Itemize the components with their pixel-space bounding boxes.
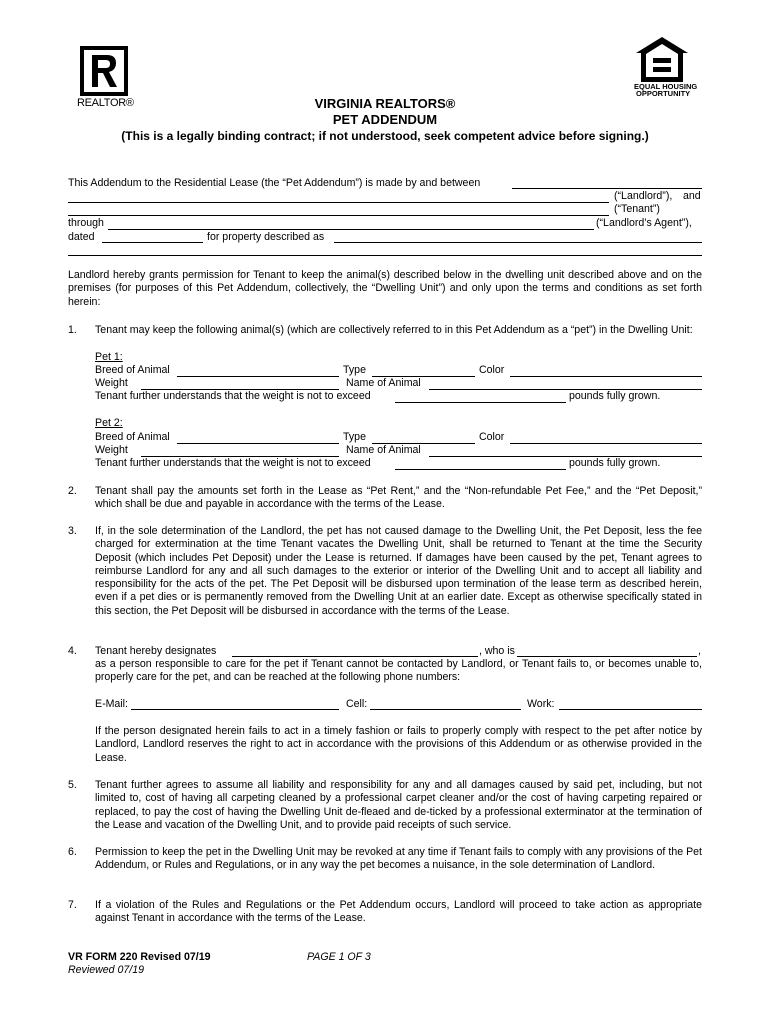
equal-housing-house-icon: [634, 35, 690, 85]
reviewed-date: Reviewed 07/19: [68, 964, 144, 976]
section-3-text: If, in the sole determination of the Landlord, the pet has not caused damage to the Dwelling Unit, the Pet Deposit, less the fee charged for extermination at the time Tenant vacates the Dwelling Unit, shall be returned to Tenant at the time the Security Deposit (which includes Pet Deposit) under the Lease is returned. If damages have been caused by the pet, Tenant agrees to reimburse Landlord for any and all such damages to the exterior or interior of the Dwelling Unit and to accept all liability and responsibility for the acts of the pet. The Pet Deposit will be disbursed upon termination of the lease term as described herein, even if a pet dies or is permanently removed from the Dwelling Unit at an earlier date. Except as otherwise specifically stated in this section, the Pet Deposit will be disbursed in accordance with the terms of the Lease.: [95, 525, 702, 617]
landlord-agent-field[interactable]: [108, 229, 594, 230]
date-field[interactable]: [102, 242, 203, 243]
intro-text: This Addendum to the Residential Lease (the “Pet Addendum”) is made by and between: [68, 177, 481, 189]
section-5-number: 5.: [68, 779, 77, 791]
section-2-number: 2.: [68, 485, 77, 497]
section-2-text: Tenant shall pay the amounts set forth in the Lease as “Pet Rent,” and the “Non-refundable Pet Fee,” and the “Pet Deposit,” which shall be due and payable in accordance with the terms of the Lease.: [95, 485, 702, 511]
dated-label: dated: [68, 231, 95, 243]
section-6-text: Permission to keep the pet in the Dwelling Unit may be revoked at any time if Tenant fails to comply with any provisions of the Pet Addendum, or Rules and Regulations, or in any way the pet becomes a nuisance, in the sole determination of Landlord.: [95, 846, 702, 872]
section-7-text: If a violation of the Rules and Regulations or the Pet Addendum occurs, Landlord will proceed to take action as appropriate against Tenant in accordance with the terms of the Lease.: [95, 899, 702, 925]
pet-2-color-label: Color: [479, 431, 505, 443]
pet-2-name-label: Name of Animal: [346, 444, 421, 456]
equal-housing-text-2: OPPORTUNITY: [636, 89, 691, 98]
pet-2-label: Pet 2:: [95, 417, 123, 429]
equal-housing-logo: [634, 35, 690, 85]
pet-2-type-label: Type: [343, 431, 366, 443]
pet-2-weight-note: Tenant further understands that the weight is not to exceed: [95, 457, 371, 469]
property-label: for property described as: [207, 231, 325, 243]
pet-1-name-field[interactable]: [429, 389, 702, 390]
section-5-text: Tenant further agrees to assume all liability and responsibility for any and all damages caused by said pet, including, but not limited to, cost of having all carpeting cleaned by a professional carpet cleaner and/or the cost of having carpeting repaired or replaced, to pay the cost of having the Dwelling Unit de-fleaed and de-ticked by a professional exterminator at the termination of the Lease and vacation of the Dwelling Unit, and to provide paid receipts of such service.: [95, 779, 702, 831]
cell-label: Cell:: [346, 698, 368, 710]
section-4-number: 4.: [68, 645, 77, 657]
section-4-text-after: If the person designated herein fails to act in a timely fashion or fails to properly comply with respect to the pet after notice by Landlord, Landlord reserves the right to act in accordance with the provisions of this Addendum or as otherwise provided in the Lease.: [95, 725, 702, 764]
pet-2-weight-label: Weight: [95, 444, 128, 456]
section-1-number: 1.: [68, 324, 77, 336]
who-is-label: , who is: [479, 645, 515, 657]
realtor-logo-text: REALTOR®: [77, 97, 134, 109]
designates-label: Tenant hereby designates: [95, 645, 217, 657]
section-4-text: as a person responsible to care for the pet if Tenant cannot be contacted by Landlord, or Tenant fails to, or becomes unable to, properly care for the pet, and can be reached at the following phone numbers:: [95, 658, 702, 684]
designee-name-field[interactable]: [232, 656, 478, 657]
pet-1-max-weight-field[interactable]: [395, 402, 566, 403]
section-7-number: 7.: [68, 899, 77, 911]
pet-1-color-field[interactable]: [510, 376, 702, 377]
and-label: and: [683, 190, 701, 202]
email-field[interactable]: [131, 709, 339, 710]
pet-1-type-label: Type: [343, 364, 366, 376]
legal-warning: (This is a legally binding contract; if not understood, seek competent advice before signing.): [121, 129, 649, 143]
pet-1-color-label: Color: [479, 364, 505, 376]
pet-2-max-weight-field[interactable]: [395, 469, 566, 470]
through-label: through: [68, 217, 104, 229]
pet-2-color-field[interactable]: [510, 443, 702, 444]
org-title: VIRGINIA REALTORS®: [314, 96, 456, 111]
realtor-r-icon: [80, 46, 128, 96]
equal-housing-text-1: EQUAL HOUSING: [634, 82, 698, 91]
pet-2-breed-label: Breed of Animal: [95, 431, 170, 443]
designee-comma: ,: [698, 645, 701, 657]
property-field[interactable]: [334, 242, 702, 243]
page-title: PET ADDENDUM: [332, 112, 438, 127]
pet-2-name-field[interactable]: [429, 456, 702, 457]
tenant-label: (“Tenant”): [614, 203, 660, 215]
page-number: PAGE 1 OF 3: [307, 951, 371, 963]
landlord-label: (“Landlord”),: [614, 190, 673, 202]
designee-relation-field[interactable]: [517, 656, 697, 657]
section-3-number: 3.: [68, 525, 77, 537]
section-1-text: Tenant may keep the following animal(s) (which are collectively referred to in this Pet Addendum as a “pet”) in the Dwelling Unit:: [95, 324, 693, 336]
pet-1-name-label: Name of Animal: [346, 377, 421, 389]
section-6-number: 6.: [68, 846, 77, 858]
work-label: Work:: [527, 698, 555, 710]
grant-paragraph: Landlord hereby grants permission for Tenant to keep the animal(s) described below in the dwelling unit described above and on the premises (for purposes of this Pet Addendum, collectively, the “Dwelling Unit”) and only upon the terms and conditions as set forth herein:: [68, 269, 702, 308]
agent-label: (“Landlord’s Agent”),: [596, 217, 692, 229]
cell-field[interactable]: [370, 709, 521, 710]
pet-1-label: Pet 1:: [95, 351, 123, 363]
pet-1-pounds-label: pounds fully grown.: [569, 390, 661, 402]
pet-1-weight-label: Weight: [95, 377, 128, 389]
work-field[interactable]: [559, 709, 702, 710]
realtor-logo: [80, 46, 128, 96]
pet-2-pounds-label: pounds fully grown.: [569, 457, 661, 469]
landlord-party-field[interactable]: [512, 188, 702, 189]
property-field-continued[interactable]: [68, 255, 702, 256]
pet-1-weight-note: Tenant further understands that the weight is not to exceed: [95, 390, 371, 402]
email-label: E-Mail:: [95, 698, 128, 710]
form-id: VR FORM 220 Revised 07/19: [68, 951, 211, 963]
pet-1-breed-field[interactable]: [177, 376, 339, 377]
pet-2-breed-field[interactable]: [177, 443, 339, 444]
tenant-name-field[interactable]: [68, 215, 609, 216]
pet-1-breed-label: Breed of Animal: [95, 364, 170, 376]
landlord-name-field[interactable]: [68, 202, 609, 203]
